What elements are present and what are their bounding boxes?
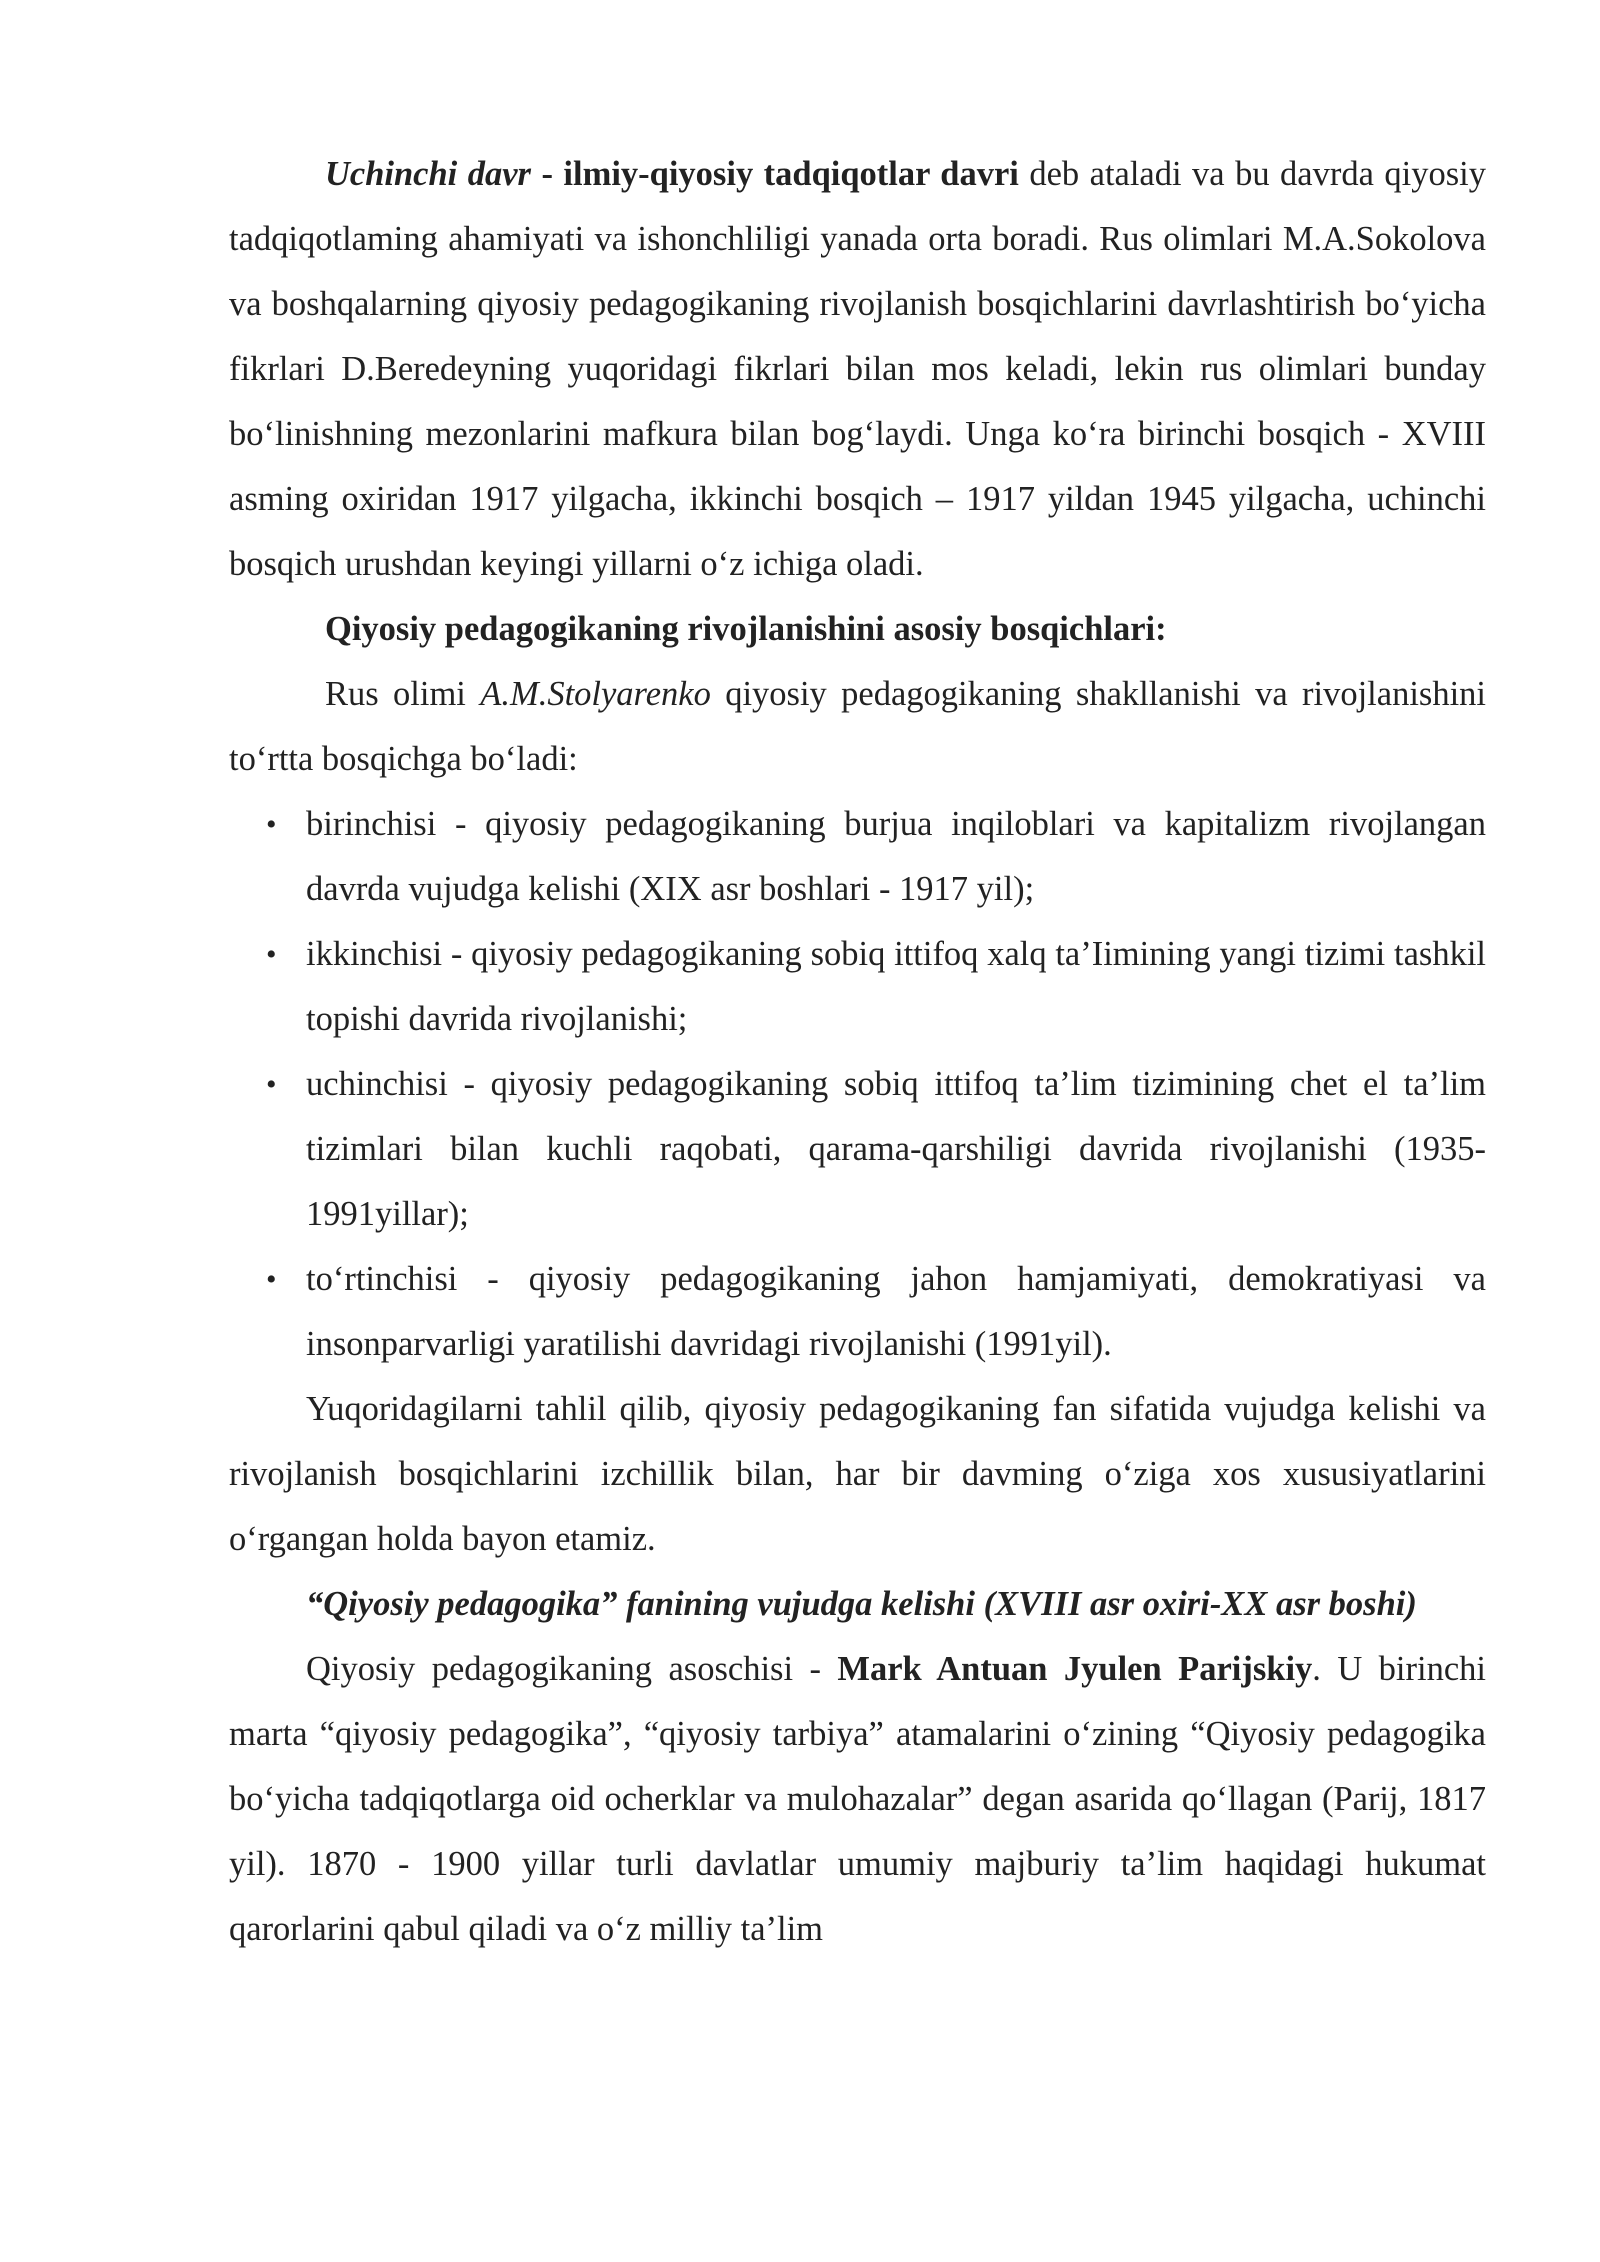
list-item-text: ikkinchisi - qiyosiy pedagogikaning sobiq ittifoq xalq ta’Iimining yangi tizimi tashkil topishi davrida rivojlanishi; (306, 935, 1486, 1038)
list-item (229, 922, 1486, 1052)
term-third-period: Uchinchi davr (325, 155, 531, 193)
heading-emergence: “Qiyosiy pedagogika” fanining vujudga kelishi (XVIII asr oxiri-XX asr boshi) (306, 1585, 1417, 1623)
bullet-marker: • (266, 1068, 277, 1101)
list-item-text: uchinchisi - qiyosiy pedagogikaning sobiq ittifoq ta’lim tizimining chet el ta’lim tizimlari bilan kuchli raqobati, qarama-qarshiligi davrida rivojlanishi (1935-1991yillar); (306, 1065, 1486, 1233)
heading-main-stages: Qiyosiy pedagogikaning rivojlanishini asosiy bosqichlari: (325, 610, 1167, 648)
document-page (229, 142, 1486, 1962)
bullet-marker: • (266, 1263, 277, 1296)
stages-list (229, 792, 1486, 1377)
bullet-marker: • (266, 938, 277, 971)
term-separator: - (530, 155, 564, 193)
list-item (229, 1247, 1486, 1377)
founder-name: Mark Antuan Jyulen Parijskiy (837, 1650, 1313, 1688)
paragraph-stolyarenko-post: qiyosiy pedagogikaning shakllanishi va rivojlanishini to‘rtta bosqichga bo‘ladi: (229, 675, 1486, 778)
list-item (229, 1052, 1486, 1247)
list-item-text: to‘rtinchisi - qiyosiy pedagogikaning jahon hamjamiyati, demokratiyasi va insonparvarligi yaratilishi davridagi rivojlanishi (1991yil). (306, 1260, 1486, 1363)
paragraph-stolyarenko-pre: Rus olimi (325, 675, 481, 713)
bullet-marker: • (266, 808, 277, 841)
list-item-text: birinchisi - qiyosiy pedagogikaning burjua inqiloblari va kapitalizm rivojlangan davrda vujudga kelishi (XIX asr boshlari - 1917 yil); (306, 805, 1486, 908)
paragraph-third-period-text: deb ataladi va bu davrda qiyosiy tadqiqotlaming ahamiyati va ishonchliligi yanada orta boradi. Rus olimlari M.A.Sokolova va boshqalarning qiyosiy pedagogikaning rivojlanish bosqichlarini davrlashtirish bo‘yicha fikrlari D.Beredeyning yuqoridagi fikrlari bilan mos keladi, lekin rus olimlari bunday bo‘linishning mezonlarini mafkura bilan bog‘laydi. Unga ko‘ra birinchi bosqich - XVIII asming oxiridan 1917 yilgacha, ikkinchi bosqich – 1917 yildan 1945 yilgacha, uchinchi bosqich urushdan keyingi yillarni o‘z ichiga oladi. (229, 155, 1486, 583)
paragraph-analysis: Yuqoridagilarni tahlil qilib, qiyosiy pedagogikaning fan sifatida vujudga kelishi va rivojlanish bosqichlarini izchillik bilan, har bir davming o‘ziga xos xususiyatlarini o‘rgangan holda bayon etamiz. (229, 1390, 1486, 1558)
list-item (229, 792, 1486, 922)
paragraph-stolyarenko (229, 662, 1486, 792)
paragraph-founder (229, 1637, 1486, 1962)
term-period-name: ilmiy-qiyosiy tadqiqotlar davri (563, 155, 1019, 193)
paragraph-founder-post: . U birinchi marta “qiyosiy pedagogika”, “qiyosiy tarbiya” atamalarini o‘zining “Qiyosiy pedagogika bo‘yicha tadqiqotlarga oid ocherklar va mulohazalar” degan asarida qo‘llagan (Parij, 1817 yil). 1870 - 1900 yillar turli davlatlar umumiy majburiy ta’lim haqidagi hukumat qarorlarini qabul qiladi va o‘z milliy ta’lim (229, 1650, 1486, 1948)
paragraph-third-period (229, 142, 1486, 597)
author-stolyarenko: A.M.Stolyarenko (480, 675, 711, 713)
paragraph-founder-pre: Qiyosiy pedagogikaning asoschisi - (306, 1650, 838, 1688)
